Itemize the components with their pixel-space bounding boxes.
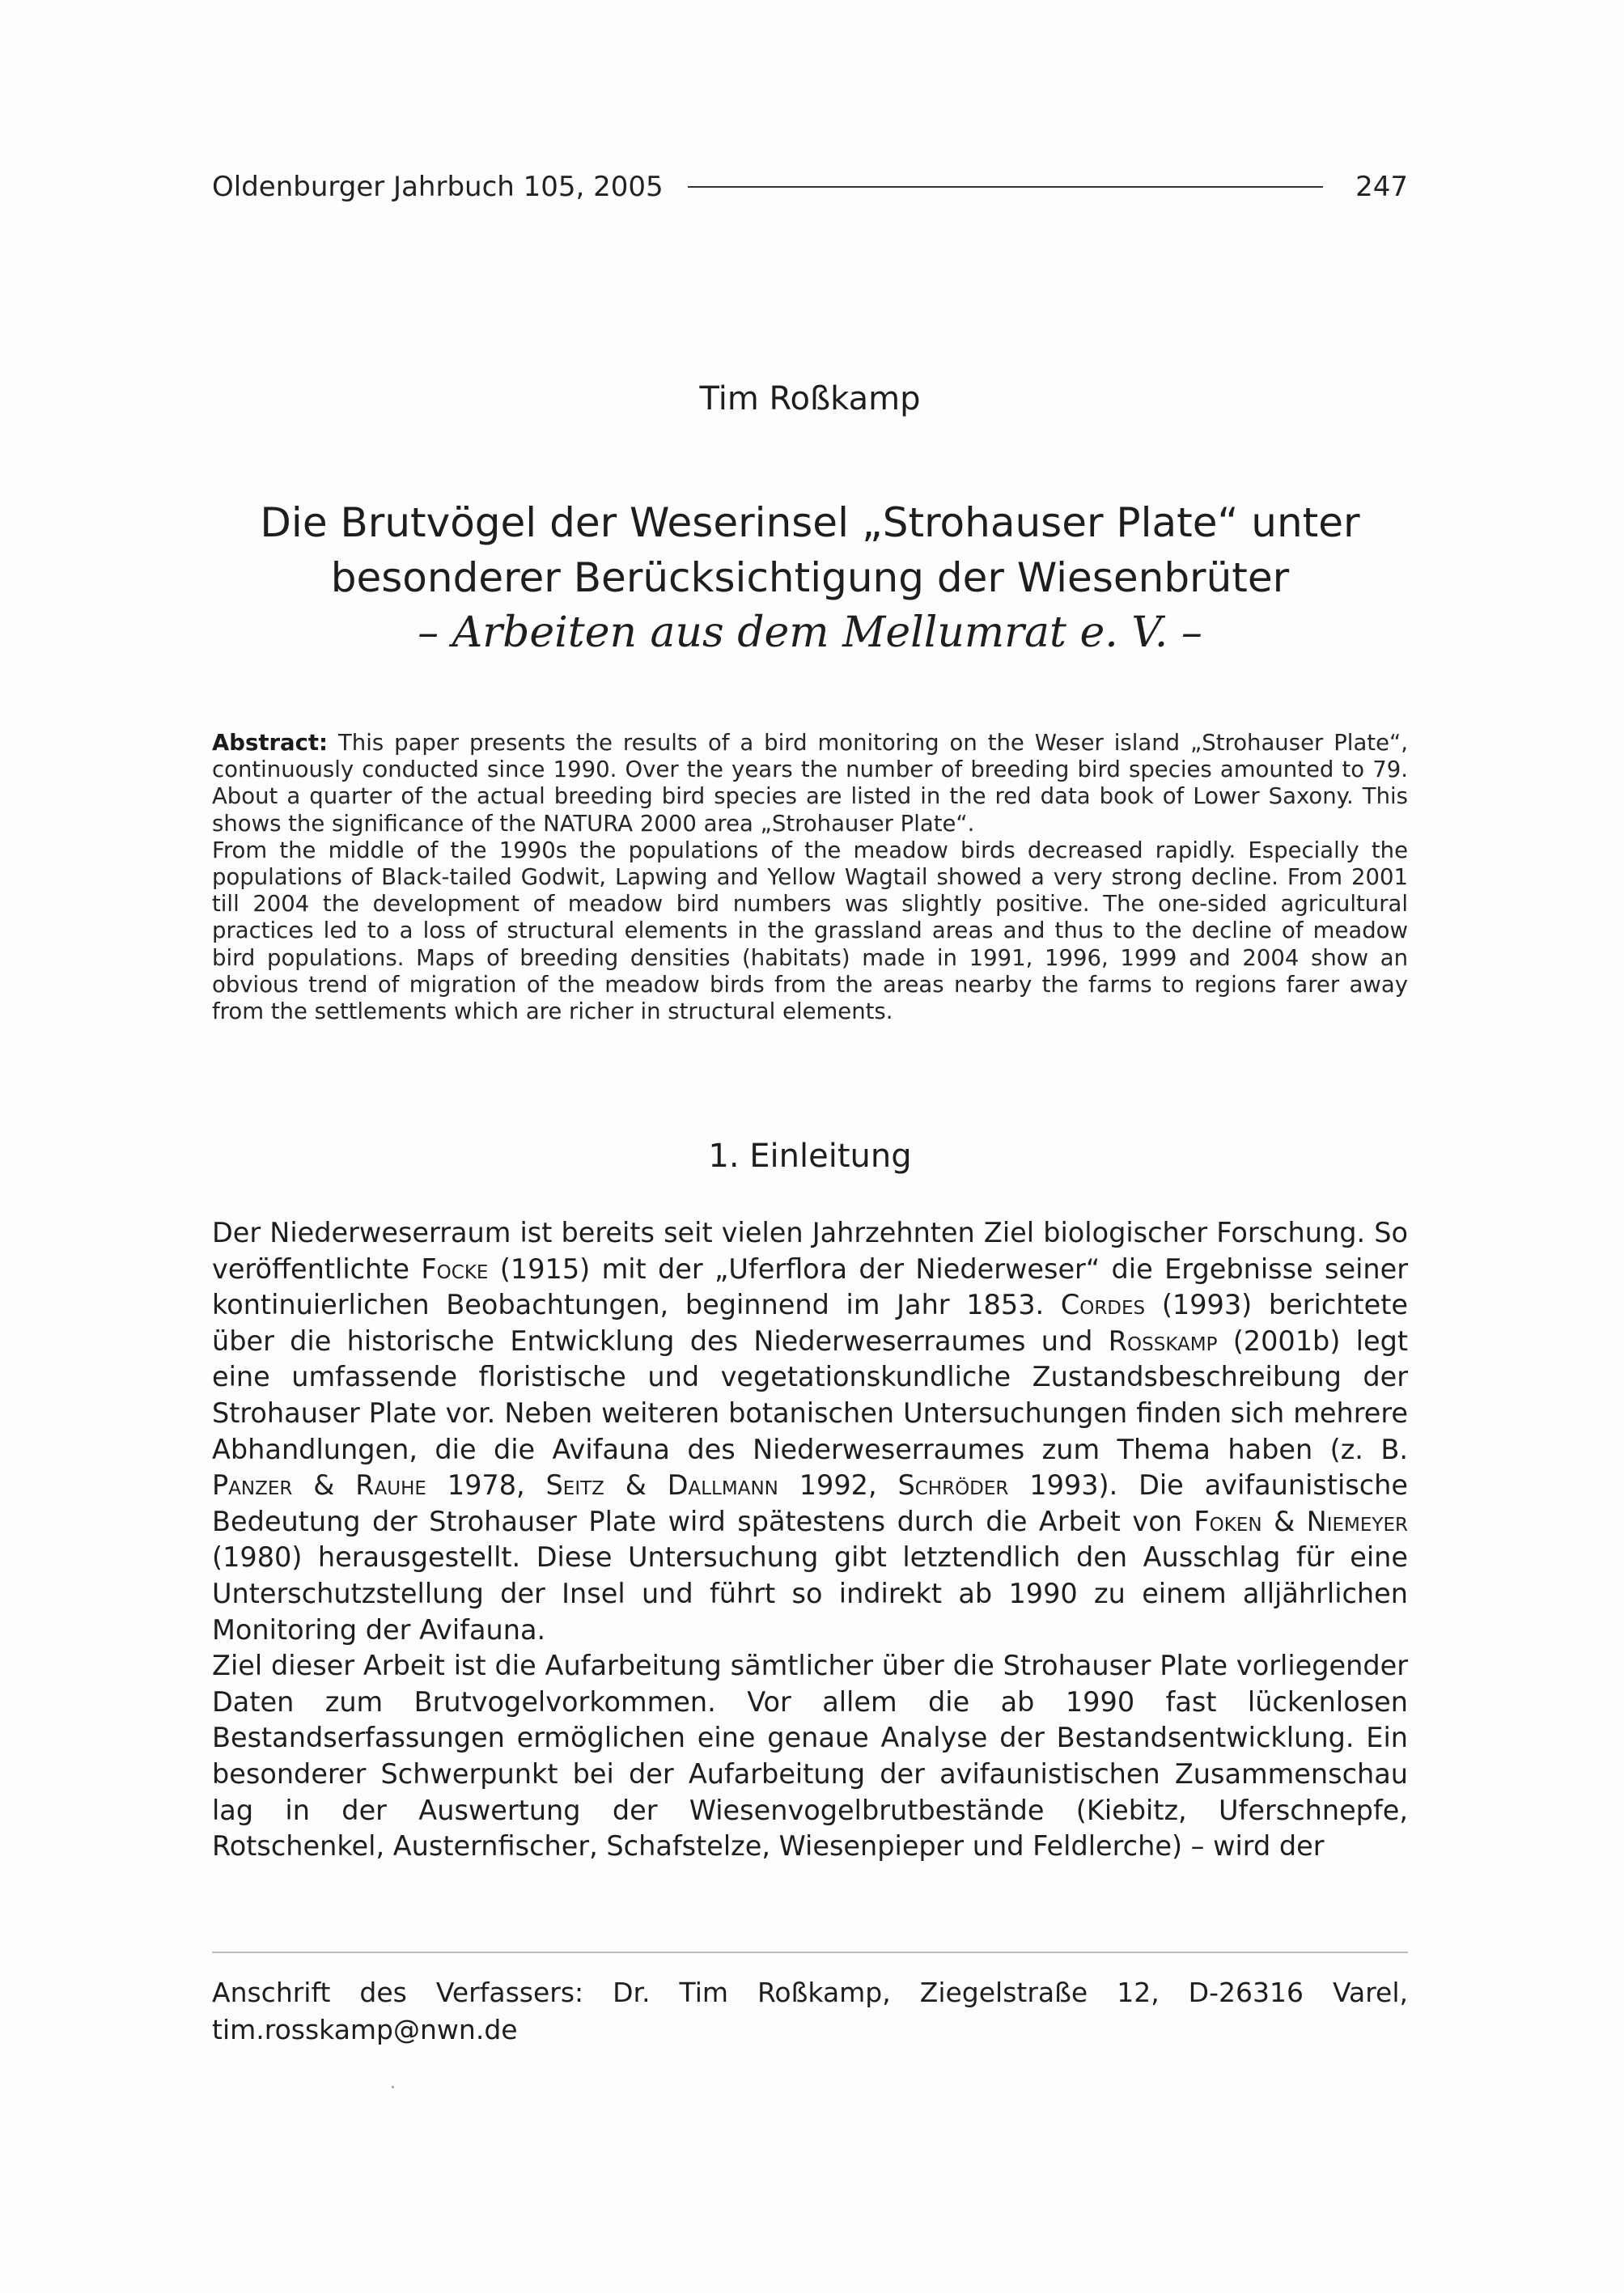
citation-author: Cordes (1060, 1289, 1146, 1321)
title-line-1: Die Brutvögel der Weserinsel „Strohauser Plate“ unter (260, 499, 1360, 546)
body-text-run: (1915) mit der „Uferflora der Niederweser“ die Ergebnisse seiner kontinuierlichen Beobachtungen, beginnend im Jahr 1853. (212, 1252, 1408, 1321)
citation-author: Seitz (545, 1469, 604, 1502)
body-text-run: 1992, (778, 1469, 898, 1502)
header-rule (688, 186, 1323, 188)
body-text (212, 1215, 1408, 1865)
abstract-paragraph-2: From the middle of the 1990s the populations of the meadow birds decreased rapidly. Especially the populations of Black-tailed Godwit, Lapwing and Yellow Wagtail showed a very strong decline. From 2001 till 2004 the development of meadow bird numbers was slightly positive. The one-sided agricultural practices led to a loss of structural elements in the grassland areas and thus to the decline of meadow bird populations. Maps of breeding densities (habitats) made in 1991, 1996, 1999 and 2004 show an obvious trend of migration of the meadow birds from the areas nearby the farms to regions farer away from the settlements which are richer in structural elements. (212, 837, 1408, 1025)
footnote-rule (212, 1952, 1408, 1953)
body-text-run: & (292, 1469, 356, 1502)
author-name: Tim Roßkamp (699, 380, 921, 417)
title-line-2: besonderer Berücksichtigung der Wiesenbrüter (330, 554, 1290, 601)
abstract (212, 730, 1408, 1025)
scan-speck (392, 2086, 394, 2088)
title-subtitle: – Arbeiten aus dem Mellumrat e. V. – (418, 608, 1202, 657)
citation-author: Dallmann (667, 1469, 778, 1502)
journal-citation: Oldenburger Jahrbuch 105, 2005 (212, 171, 664, 203)
citation-author: Foken (1194, 1505, 1262, 1537)
citation-author: Focke (421, 1252, 489, 1285)
citation-author: Niemeyer (1306, 1505, 1408, 1537)
body-text-run: (2001b) legt eine umfassende floristische und vegetationskundliche Zustandsbeschreibung der Strohauser Plate vor. Neben weiteren botanischen Untersuchungen finden sich mehrere Abhandlungen, die die Avifauna des Niederweserraumes zum Thema haben (z. B. (212, 1325, 1408, 1465)
citation-author: Rauhe (355, 1469, 426, 1502)
body-text-run: & (604, 1469, 668, 1502)
abstract-label: Abstract: (212, 730, 329, 756)
citation-author: Panzer (212, 1469, 293, 1502)
body-paragraph-1 (212, 1215, 1408, 1648)
citation-author: Schröder (897, 1469, 1009, 1502)
body-text-run: (1993) berichtete über die historische Entwicklung des Niederweserraumes und (212, 1289, 1408, 1357)
section-heading: 1. Einleitung (708, 1138, 912, 1175)
article-title (212, 495, 1408, 660)
body-text-run: Der Niederweserraum ist bereits seit vielen Jahrzehnten Ziel biologischer Forschung. So veröffentlichte (212, 1217, 1408, 1285)
page-number: 247 (1355, 171, 1408, 203)
body-text-run: (1980) herausgestellt. Diese Untersuchung gibt letztendlich den Ausschlag für eine Unterschutzstellung der Insel und führt so indirekt ab 1990 zu einem alljährlichen Monitoring der Avifauna. (212, 1541, 1408, 1646)
body-text-run: 1978, (426, 1469, 546, 1502)
citation-author: Rosskamp (1108, 1325, 1218, 1357)
body-text-run: 1993). Die avifaunistische Bedeutung der Strohauser Plate wird spätestens durch die Arbeit von (212, 1469, 1408, 1537)
abstract-text-1: This paper presents the results of a bird monitoring on the Weser island „Strohauser Plate“, continuously conducted since 1990. Over the years the number of breeding bird species amounted to 79. About a quarter of the actual breeding bird species are listed in the red data book of Lower Saxony. This shows the significance of the NATURA 2000 area „Strohauser Plate“. (212, 730, 1408, 837)
abstract-paragraph-1 (212, 730, 1408, 837)
body-paragraph-2: Ziel dieser Arbeit ist die Aufarbeitung sämtlicher über die Strohauser Plate vorliegender Daten zum Brutvogelvorkommen. Vor allem die ab 1990 fast lückenlosen Bestandserfassungen ermöglichen eine genaue Analyse der Bestandsentwicklung. Ein besonderer Schwerpunkt bei der Aufarbeitung der avifaunistischen Zusammenschau lag in der Auswertung der Wiesenvogelbrutbestände (Kiebitz, Uferschnepfe, Rotschenkel, Austernfischer, Schafstelze, Wiesenpieper und Feldlerche) – wird der (212, 1650, 1408, 1863)
author-address-footnote: Anschrift des Verfassers: Dr. Tim Roßkamp, Ziegelstraße 12, D-26316 Varel, tim.rosskamp@nwn.de (212, 1977, 1408, 2045)
body-text-run: & (1261, 1505, 1307, 1537)
running-header (212, 167, 1408, 207)
